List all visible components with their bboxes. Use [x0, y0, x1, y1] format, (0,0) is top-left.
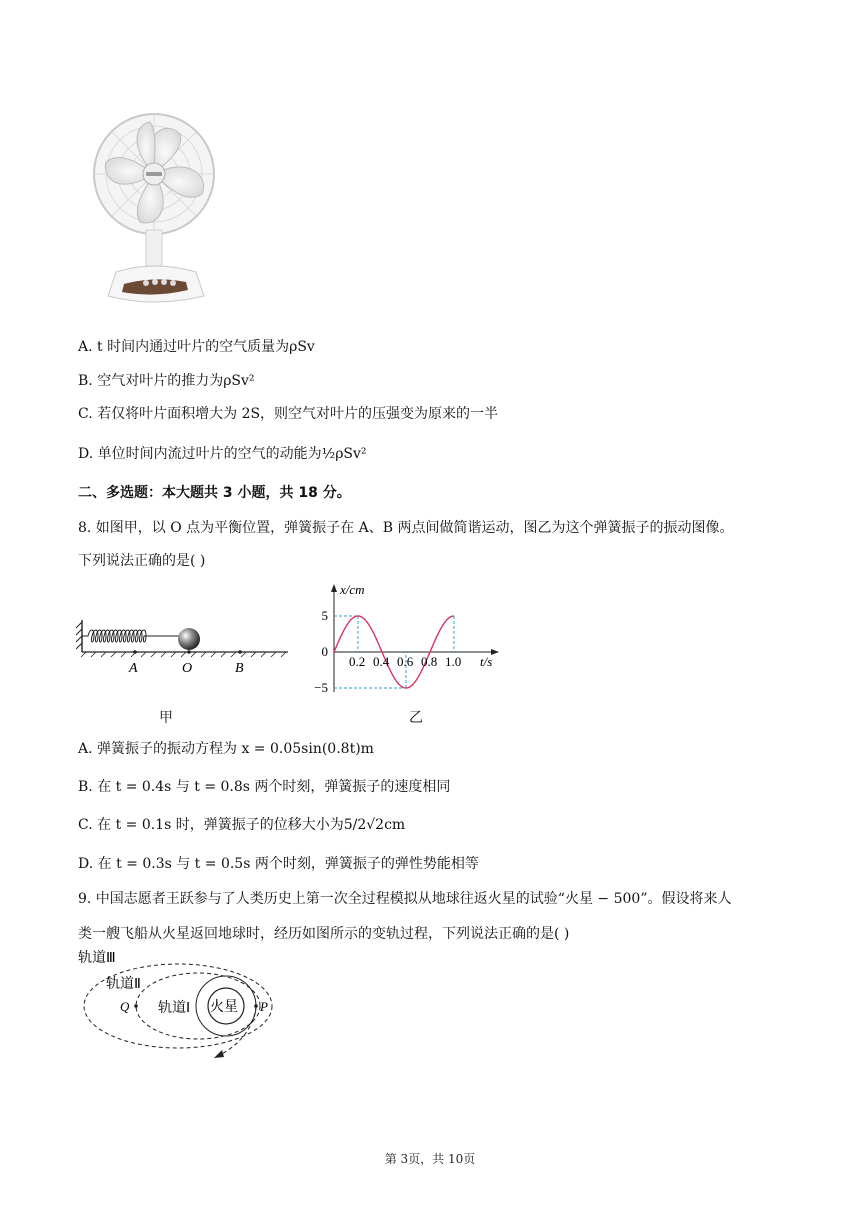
q8-option-a: A. 弹簧振子的振动方程为 x = 0.05sin(0.8t)m — [78, 741, 374, 757]
label-a: A — [129, 661, 138, 676]
x-tick-label: 0.2 — [349, 654, 366, 669]
point-q-label: Q — [120, 999, 130, 1014]
q7-option-a: A. t 时间内通过叶片的空气质量为ρSv — [78, 339, 315, 355]
x-tick-label: 0.4 — [373, 654, 390, 669]
q8-option-c: C. 在 t = 0.1s 时，弹簧振子的位移大小为5/2√2cm — [78, 817, 406, 833]
orbit1-label: 轨道Ⅰ — [158, 1001, 191, 1016]
q9-stem-line2: 类一艘飞船从火星返回地球时，经历如图所示的变轨过程，下列说法正确的是( ) — [78, 926, 570, 942]
y-axis-label: x/cm — [340, 582, 365, 597]
label-o: O — [182, 661, 193, 676]
y-axis-arrow — [331, 584, 337, 592]
page-footer: 第 3页，共 10页 — [384, 1152, 476, 1166]
electric-fan-image — [88, 112, 220, 308]
x-tick-label: 1.0 — [445, 654, 462, 669]
y-tick-label: −5 — [314, 680, 328, 695]
y-tick-label: 0 — [321, 644, 328, 659]
spring-oscillator-figure — [76, 612, 292, 678]
point-p-label: P — [260, 999, 268, 1014]
q7-option-c: C. 若仅将叶片面积增大为 2S，则空气对叶片的压强变为原来的一半 — [78, 406, 499, 422]
x-tick-label: 0.8 — [421, 654, 438, 669]
section-heading: 二、多选题：本大题共 3 小题，共 18 分。 — [78, 485, 351, 501]
orbit3-label: 轨道Ⅲ — [78, 951, 116, 966]
q8-stem-line2: 下列说法正确的是( ) — [78, 553, 206, 569]
label-b: B — [235, 661, 244, 676]
q9-stem-line1: 9. 中国志愿者王跃参与了人类历史上第一次全过程模拟从地球往返火星的试验“火星 − 500”。假设将来人 — [78, 891, 732, 907]
x-axis-label: t/s — [480, 654, 493, 669]
orbit2-label: 轨道Ⅱ — [106, 977, 141, 992]
figure-jia-caption: 甲 — [159, 710, 173, 726]
mars-label: 火星 — [210, 1000, 238, 1015]
vibration-graph — [312, 580, 512, 700]
orbit-transfer-diagram — [76, 944, 276, 1066]
q8-option-d: D. 在 t = 0.3s 与 t = 0.5s 两个时刻，弹簧振子的弹性势能相等 — [78, 856, 479, 872]
y-tick-label: 5 — [321, 608, 328, 623]
figure-yi-caption: 乙 — [409, 710, 423, 726]
q7-option-b: B. 空气对叶片的推力为ρSv² — [78, 373, 255, 389]
q8-stem-line1: 8. 如图甲，以 O 点为平衡位置，弹簧振子在 A、B 两点间做简谐运动，图乙为这个弹簧振子的振动图像。 — [78, 520, 734, 536]
q8-option-b: B. 在 t = 0.4s 与 t = 0.8s 两个时刻，弹簧振子的速度相同 — [78, 779, 451, 795]
x-tick-label: 0.6 — [397, 654, 414, 669]
q7-option-d: D. 单位时间内流过叶片的空气的动能为½ρSv² — [78, 446, 367, 462]
